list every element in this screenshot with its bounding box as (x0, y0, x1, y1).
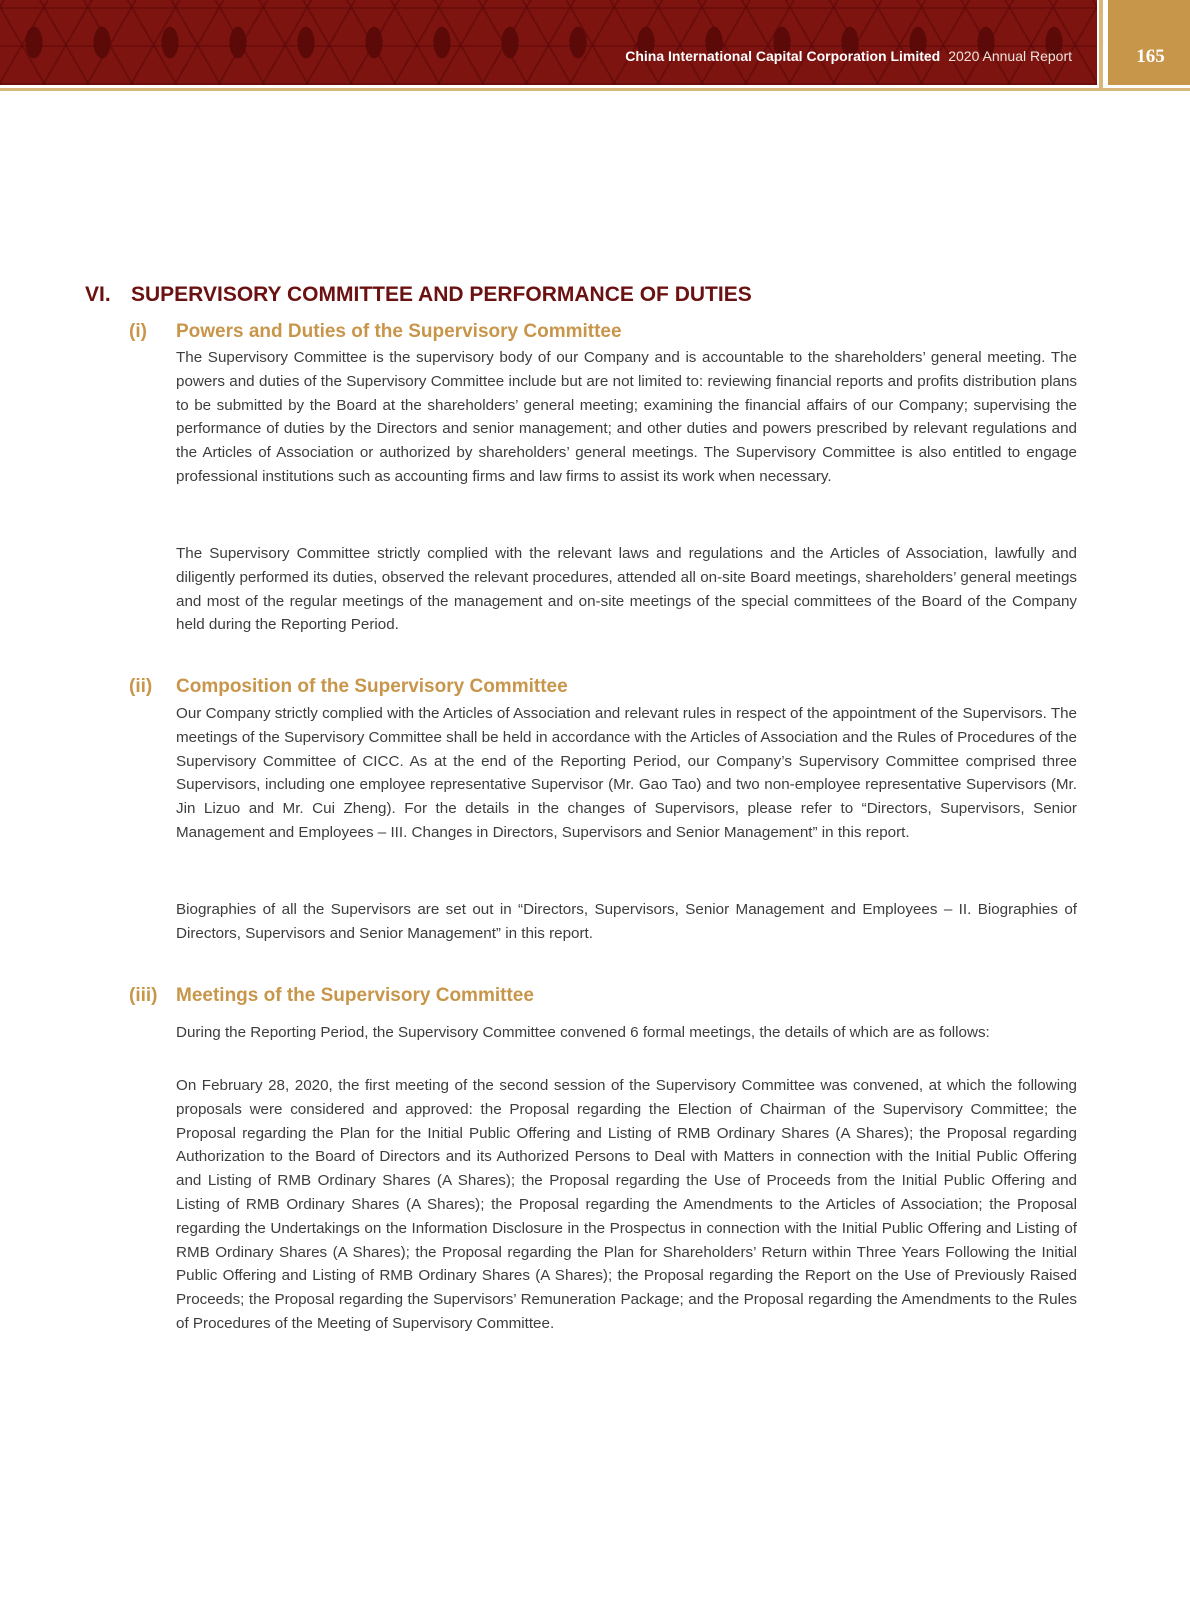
paragraph: The Supervisory Committee strictly complied with the relevant laws and regulations and the Articles of Association, lawfully and diligently performed its duties, observed the relevant procedures, attended all on-site Board meetings, shareholders’ general meetings and most of the regular meetings of the management and on-site meetings of the special committees of the Board of the Company held during the Reporting Period. (176, 545, 1077, 634)
company-name: China International Capital Corporation Limited (625, 48, 941, 64)
page-number-box (1105, 0, 1190, 85)
paragraph: Our Company strictly complied with the Articles of Association and relevant rules in respect of the appointment of the Supervisors. The meetings of the Supervisory Committee shall be held in accordance with the Articles of Association and the Rules of Procedures of the Supervisory Committee of CICC. As at the end of the Reporting Period, our Company’s Supervisory Committee comprised three Supervisors, including one employee representative Supervisor (Mr. Gao Tao) and two non-employee representative Supervisors (Mr. Jin Lizuo and Mr. Cui Zheng). For the details in the changes of Supervisors, please refer to “Directors, Supervisors, Senior Management and Employees – III. Changes in Directors, Supervisors and Senior Management” in this report. (176, 705, 1077, 841)
header-banner (0, 0, 1097, 85)
subsection-title: Powers and Duties of the Supervisory Committee (176, 321, 622, 342)
section-title: SUPERVISORY COMMITTEE AND PERFORMANCE OF DUTIES (131, 283, 752, 306)
subsection-heading-meetings (129, 985, 534, 1007)
subsection-title: Composition of the Supervisory Committee (176, 676, 568, 697)
subsection-number: (iii) (129, 985, 158, 1006)
paragraph: During the Reporting Period, the Supervisory Committee convened 6 formal meetings, the details of which are as follows: (176, 1024, 990, 1041)
header-divider (1097, 0, 1105, 88)
running-header (625, 48, 1072, 64)
header-rule (0, 88, 1190, 91)
report-name: 2020 Annual Report (948, 48, 1072, 64)
subsection-title: Meetings of the Supervisory Committee (176, 985, 534, 1006)
subsection-number: (ii) (129, 676, 153, 697)
page-number: 165 (1136, 46, 1165, 67)
section-heading (85, 283, 752, 307)
paragraph: The Supervisory Committee is the supervisory body of our Company and is accountable to the shareholders’ general meeting. The powers and duties of the Supervisory Committee include but are not limited to: reviewing financial reports and profits distribution plans to be submitted by the Board at the shareholders’ general meeting; examining the financial affairs of our Company; supervising the performance of duties by the Directors and senior management; and other duties and powers prescribed by relevant regulations and the Articles of Association or authorized by shareholders’ general meetings. The Supervisory Committee is also entitled to engage professional institutions such as accounting firms and law firms to assist its work when necessary. (176, 349, 1077, 485)
paragraph: Biographies of all the Supervisors are set out in “Directors, Supervisors, Senior Management and Employees – II. Biographies of Directors, Supervisors and Senior Management” in this report. (176, 901, 1077, 942)
subsection-heading-powers (129, 321, 622, 343)
subsection-heading-composition (129, 676, 568, 698)
subsection-number: (i) (129, 321, 147, 342)
section-number: VI. (85, 283, 111, 306)
paragraph: On February 28, 2020, the first meeting of the second session of the Supervisory Committee was convened, at which the following proposals were considered and approved: the Proposal regarding the Election of Chairman of the Supervisory Committee; the Proposal regarding the Plan for the Initial Public Offering and Listing of RMB Ordinary Shares (A Shares); the Proposal regarding Authorization to the Board of Directors and its Authorized Persons to Deal with Matters in connection with the Initial Public Offering and Listing of RMB Ordinary Shares (A Shares); the Proposal regarding the Use of Proceeds from the Initial Public Offering and Listing of RMB Ordinary Shares (A Shares); the Proposal regarding the Amendments to the Articles of Association; the Proposal regarding the Undertakings on the Information Disclosure in the Prospectus in connection with the Initial Public Offering and Listing of RMB Ordinary Shares (A Shares); the Proposal regarding the Plan for Shareholders’ Return within Three Years Following the Initial Public Offering and Listing of RMB Ordinary Shares (A Shares); the Proposal regarding the Report on the Use of Previously Raised Proceeds; the Proposal regarding the Supervisors’ Remuneration Package; and the Proposal regarding the Amendments to the Rules of Procedures of the Meeting of Supervisory Committee. (176, 1077, 1077, 1332)
